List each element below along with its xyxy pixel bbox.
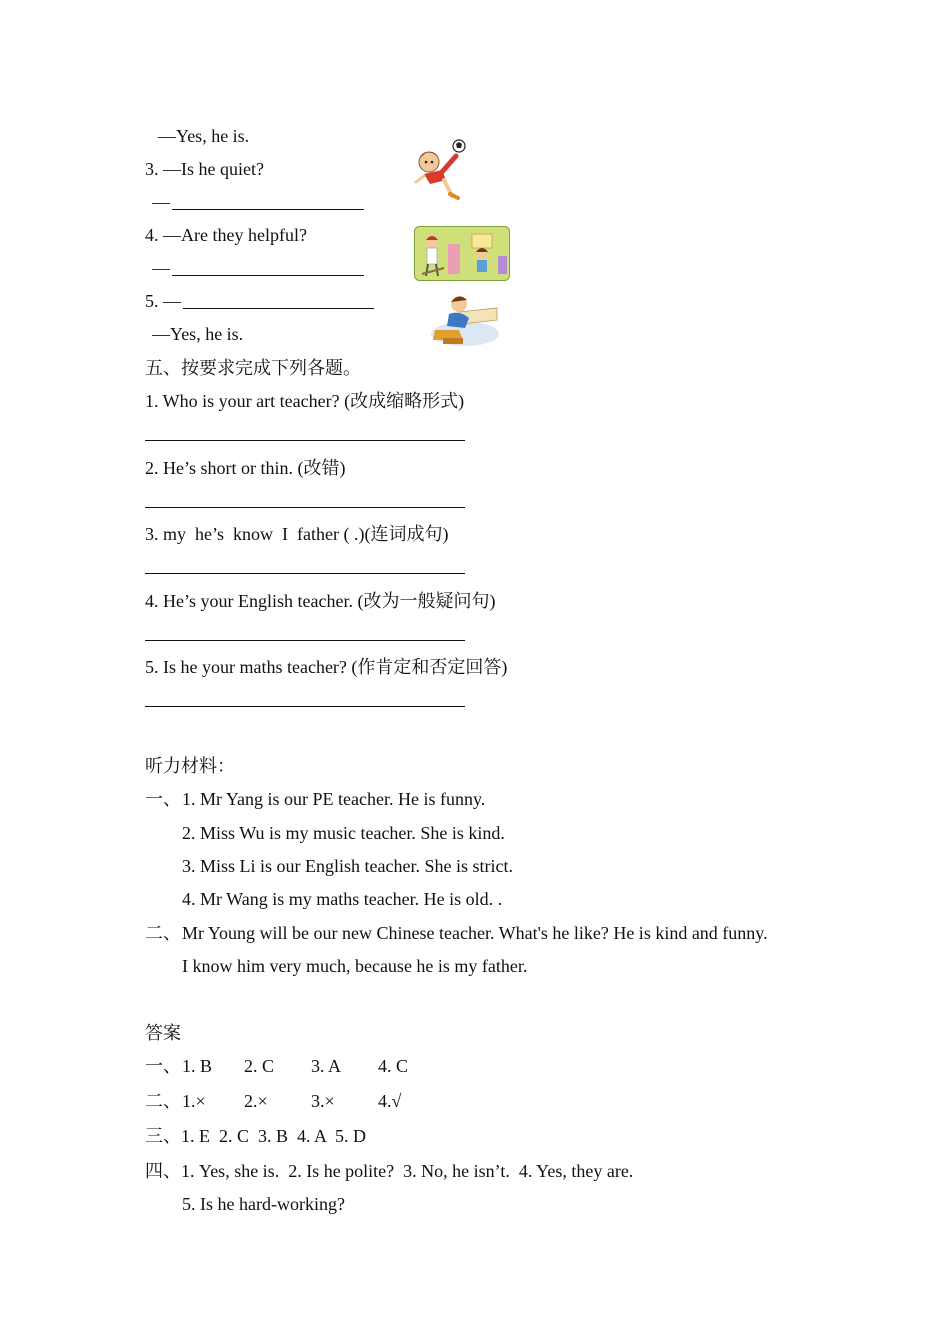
listening-part1-line-4: 4. Mr Wang is my maths teacher. He is old. .	[182, 889, 503, 909]
listening-part2-prefix: 二、	[145, 923, 181, 943]
question-4-reply-dash: —	[152, 258, 170, 278]
question-3-answer-blank[interactable]	[172, 209, 364, 210]
question-5-answer-blank[interactable]	[183, 308, 374, 309]
part5-answer-line-5[interactable]	[145, 706, 465, 707]
soccer-boy-picture	[412, 138, 472, 202]
part5-answer-line-2[interactable]	[145, 507, 465, 508]
listening-part1-line-2: 2. Miss Wu is my music teacher. She is kind.	[182, 823, 505, 843]
part5-answer-line-1[interactable]	[145, 440, 465, 441]
answers-heading: 答案	[145, 1023, 181, 1043]
part5-item-3: 3. my he’s know I father ( .)(连词成句)	[145, 524, 449, 544]
answers-row-4-continued: 5. Is he hard-working?	[182, 1194, 345, 1214]
question-3-reply-dash: —	[152, 192, 170, 212]
answers-row-4: 四、1. Yes, she is. 2. Is he polite? 3. No, he isn’t. 4. Yes, they are.	[145, 1161, 634, 1181]
part5-item-4: 4. He’s your English teacher. (改为一般疑问句)	[145, 591, 496, 611]
dialogue-answer-2: —Yes, he is.	[158, 126, 250, 146]
answers-row-1-item-1: 1. B	[182, 1056, 213, 1076]
listening-part1-line-1: 1. Mr Yang is our PE teacher. He is funny.	[182, 789, 486, 809]
answers-row-2-item-3: 3.×	[311, 1091, 335, 1111]
question-5-answer: —Yes, he is.	[152, 324, 244, 344]
listening-part2-line-2: I know him very much, because he is my father.	[182, 956, 528, 976]
question-4-answer-blank[interactable]	[172, 275, 364, 276]
listening-part2-line-1: Mr Young will be our new Chinese teacher. What's he like? He is kind and funny.	[182, 923, 768, 943]
answers-row-1-item-3: 3. A	[311, 1056, 342, 1076]
part5-answer-line-3[interactable]	[145, 573, 465, 574]
part5-item-5: 5. Is he your maths teacher? (作肯定和否定回答)	[145, 657, 508, 677]
part5-item-2: 2. He’s short or thin. (改错)	[145, 458, 346, 478]
answers-row-1-item-2: 2. C	[244, 1056, 275, 1076]
studying-boy-picture	[429, 290, 501, 348]
question-4: 4. —Are they helpful?	[145, 225, 307, 245]
part5-answer-line-4[interactable]	[145, 640, 465, 641]
answers-row-2-item-4: 4.√	[378, 1091, 402, 1111]
section-5-heading: 五、按要求完成下列各题。	[145, 358, 361, 378]
question-3: 3. —Is he quiet?	[145, 159, 264, 179]
answers-row-1-prefix: 一、	[145, 1056, 181, 1076]
answers-row-2-item-1: 1.×	[182, 1091, 206, 1111]
question-5-prefix: 5. —	[145, 291, 181, 311]
answers-row-1-item-4: 4. C	[378, 1056, 409, 1076]
listening-heading: 听力材料：	[145, 756, 235, 776]
listening-part1-line-3: 3. Miss Li is our English teacher. She is strict.	[182, 856, 513, 876]
answers-row-2-item-2: 2.×	[244, 1091, 268, 1111]
helpful-kids-picture	[414, 226, 510, 281]
answers-row-3: 三、1. E 2. C 3. B 4. A 5. D	[145, 1126, 367, 1146]
part5-item-1: 1. Who is your art teacher? (改成缩略形式)	[145, 391, 465, 411]
answers-row-2-prefix: 二、	[145, 1091, 181, 1111]
listening-part1-prefix: 一、	[145, 789, 181, 809]
